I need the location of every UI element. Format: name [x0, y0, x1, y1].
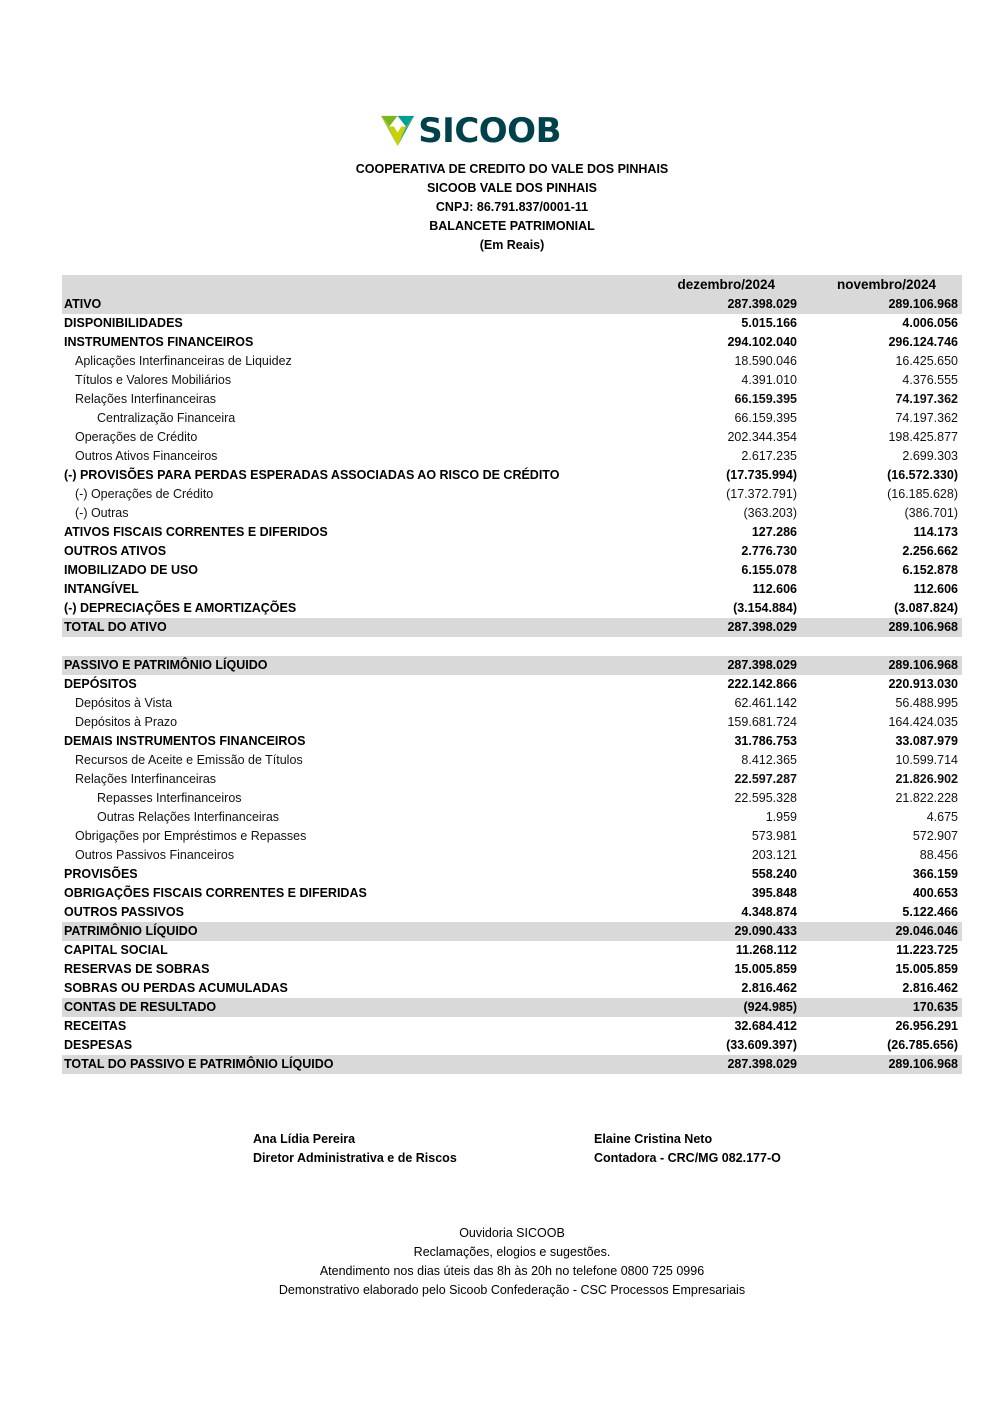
row-label: SOBRAS OU PERDAS ACUMULADAS	[64, 981, 288, 995]
table-row	[62, 542, 962, 561]
value-december: (33.609.397)	[726, 1038, 797, 1052]
table-row	[62, 295, 962, 314]
value-november: 16.425.650	[895, 354, 958, 368]
value-december: 1.959	[765, 810, 797, 824]
value-november: 4.376.555	[902, 373, 958, 387]
value-november: 10.599.714	[895, 753, 958, 767]
row-label: Relações Interfinanceiras	[75, 772, 217, 786]
value-november: 4.006.056	[902, 316, 958, 330]
value-november: 21.826.902	[895, 772, 958, 786]
value-december: 202.344.354	[727, 430, 797, 444]
value-december: 8.412.365	[741, 753, 797, 767]
value-november: 11.223.725	[896, 943, 958, 957]
column-header-row	[62, 275, 962, 295]
table-row	[62, 979, 962, 998]
row-label: Obrigações por Empréstimos e Repasses	[75, 829, 307, 843]
footer-prepared-by: Demonstrativo elaborado pelo Sicoob Confederação - CSC Processos Empresariais	[278, 1283, 746, 1297]
row-label: TOTAL DO ATIVO	[64, 620, 167, 634]
value-november: (16.572.330)	[887, 468, 958, 482]
value-december: 31.786.753	[734, 734, 797, 748]
signatory-role: Contadora - CRC/MG 082.177-O	[594, 1151, 781, 1165]
row-label: (-) Operações de Crédito	[75, 487, 214, 501]
row-label: DEMAIS INSTRUMENTOS FINANCEIROS	[64, 734, 306, 748]
table-row	[62, 466, 962, 485]
footer-feedback: Reclamações, elogios e sugestões.	[413, 1245, 611, 1259]
institution-name: COOPERATIVA DE CREDITO DO VALE DOS PINHAIS	[355, 162, 669, 176]
value-november: 4.675	[926, 810, 958, 824]
document-header	[0, 160, 1000, 255]
row-label: Outras Relações Interfinanceiras	[97, 810, 280, 824]
value-december: 66.159.395	[734, 392, 797, 406]
value-december: 287.398.029	[727, 297, 797, 311]
row-label: PATRIMÔNIO LÍQUIDO	[64, 924, 198, 938]
value-november: 112.606	[913, 582, 958, 596]
value-december: 112.606	[752, 582, 797, 596]
table-row	[62, 352, 962, 371]
table-row	[62, 447, 962, 466]
value-december: 573.981	[751, 829, 797, 843]
row-label: IMOBILIZADO DE USO	[64, 563, 199, 577]
row-label: INTANGÍVEL	[64, 582, 139, 596]
table-row	[62, 390, 962, 409]
table-row	[62, 1055, 962, 1074]
row-label: INSTRUMENTOS FINANCEIROS	[64, 335, 254, 349]
value-december: 4.391.010	[741, 373, 797, 387]
table-row	[62, 371, 962, 390]
table-row	[62, 485, 962, 504]
table-row	[62, 732, 962, 751]
table-row	[62, 922, 962, 941]
signatory-role: Diretor Administrativa e de Riscos	[253, 1151, 457, 1165]
value-december: 287.398.029	[727, 620, 797, 634]
value-november: 6.152.878	[902, 563, 958, 577]
table-row	[62, 1036, 962, 1055]
value-november: 5.122.466	[902, 905, 958, 919]
row-label: RESERVAS DE SOBRAS	[64, 962, 210, 976]
row-label: Recursos de Aceite e Emissão de Títulos	[75, 753, 303, 767]
row-label: Operações de Crédito	[75, 430, 198, 444]
value-december: 5.015.166	[741, 316, 797, 330]
value-november: (26.785.656)	[887, 1038, 958, 1052]
row-label: ATIVO	[64, 297, 102, 311]
table-row	[62, 523, 962, 542]
value-december: 287.398.029	[727, 1057, 797, 1071]
table-row	[62, 789, 962, 808]
row-label: PASSIVO E PATRIMÔNIO LÍQUIDO	[64, 658, 268, 672]
value-december: 15.005.859	[734, 962, 797, 976]
row-label: OUTROS ATIVOS	[64, 544, 167, 558]
value-november: 400.653	[912, 886, 958, 900]
row-label: ATIVOS FISCAIS CORRENTES E DIFERIDOS	[64, 525, 328, 539]
row-label: OBRIGAÇÕES FISCAIS CORRENTES E DIFERIDAS	[64, 886, 367, 900]
section-spacer	[62, 637, 962, 656]
row-label: Depósitos à Prazo	[75, 715, 178, 729]
value-november: 289.106.968	[888, 658, 958, 672]
value-november: 198.425.877	[888, 430, 958, 444]
row-label: Outros Ativos Financeiros	[75, 449, 218, 463]
table-row	[62, 314, 962, 333]
row-label: CAPITAL SOCIAL	[64, 943, 168, 957]
value-november: 56.488.995	[895, 696, 958, 710]
value-december: (3.154.884)	[733, 601, 797, 615]
value-december: 2.617.235	[741, 449, 797, 463]
table-row	[62, 751, 962, 770]
footer-ombudsman: Ouvidoria SICOOB	[459, 1226, 565, 1240]
row-label: TOTAL DO PASSIVO E PATRIMÔNIO LÍQUIDO	[64, 1057, 334, 1071]
signatory-name: Elaine Cristina Neto	[594, 1132, 713, 1146]
value-november: 220.913.030	[888, 677, 958, 691]
table-row	[62, 504, 962, 523]
sicoob-logo	[381, 110, 561, 152]
table-row	[62, 561, 962, 580]
row-label: Centralização Financeira	[97, 411, 236, 425]
row-label: Títulos e Valores Mobiliários	[75, 373, 232, 387]
cnpj: CNPJ: 86.791.837/0001-11	[435, 200, 589, 214]
value-december: 203.121	[751, 848, 797, 862]
row-label: (-) Outras	[75, 506, 129, 520]
row-label: DISPONIBILIDADES	[64, 316, 183, 330]
table-row	[62, 333, 962, 352]
value-december: 22.597.287	[734, 772, 797, 786]
value-november: 15.005.859	[895, 962, 958, 976]
value-december: 287.398.029	[727, 658, 797, 672]
value-december: 4.348.874	[741, 905, 797, 919]
sicoob-logo-icon	[381, 111, 414, 151]
row-label: Repasses Interfinanceiros	[97, 791, 242, 805]
table-row	[62, 903, 962, 922]
value-november: 114.173	[913, 525, 958, 539]
document-title: BALANCETE PATRIMONIAL	[429, 219, 595, 233]
table-row	[62, 941, 962, 960]
value-december: 32.684.412	[734, 1019, 797, 1033]
value-november: 88.456	[919, 848, 958, 862]
signature-block-director	[253, 1130, 457, 1168]
row-label: Relações Interfinanceiras	[75, 392, 217, 406]
value-december: 2.776.730	[741, 544, 797, 558]
value-november: 296.124.746	[888, 335, 958, 349]
value-november: 74.197.362	[895, 411, 958, 425]
value-november: 289.106.968	[888, 620, 958, 634]
table-row	[62, 618, 962, 637]
value-december: 62.461.142	[734, 696, 797, 710]
table-row	[62, 428, 962, 447]
column-header-december: dezembro/2024	[677, 277, 775, 292]
liabilities-section	[62, 656, 962, 1074]
signatory-name: Ana Lídia Pereira	[253, 1132, 356, 1146]
value-december: (924.985)	[743, 1000, 797, 1014]
footer-phone-hours: Atendimento nos dias úteis das 8h às 20h no telefone 0800 725 0996	[319, 1264, 705, 1278]
balance-sheet-table	[62, 275, 962, 1074]
assets-section	[62, 295, 962, 637]
cooperative-name: SICOOB VALE DOS PINHAIS	[427, 181, 597, 195]
row-label: (-) PROVISÕES PARA PERDAS ESPERADAS ASSOCIADAS AO RISCO DE CRÉDITO	[64, 468, 560, 482]
row-label: CONTAS DE RESULTADO	[64, 1000, 217, 1014]
value-december: 2.816.462	[741, 981, 797, 995]
value-november: 164.424.035	[888, 715, 958, 729]
value-december: 395.848	[751, 886, 797, 900]
row-label: Outros Passivos Financeiros	[75, 848, 235, 862]
table-row	[62, 846, 962, 865]
table-row	[62, 884, 962, 903]
value-november: 74.197.362	[895, 392, 958, 406]
value-december: 127.286	[751, 525, 797, 539]
value-november: 33.087.979	[895, 734, 958, 748]
value-december: 18.590.046	[734, 354, 797, 368]
value-november: 572.907	[912, 829, 958, 843]
table-row	[62, 998, 962, 1017]
value-december: 29.090.433	[734, 924, 797, 938]
value-december: (363.203)	[743, 506, 797, 520]
value-december: 159.681.724	[727, 715, 797, 729]
value-november: (386.701)	[904, 506, 958, 520]
table-row	[62, 770, 962, 789]
row-label: RECEITAS	[64, 1019, 127, 1033]
value-november: 21.822.228	[895, 791, 958, 805]
row-label: DESPESAS	[64, 1038, 133, 1052]
value-november: 26.956.291	[895, 1019, 958, 1033]
value-november: 289.106.968	[888, 1057, 958, 1071]
value-november: 29.046.046	[895, 924, 958, 938]
row-label: OUTROS PASSIVOS	[64, 905, 184, 919]
table-row	[62, 827, 962, 846]
value-november: 2.256.662	[902, 544, 958, 558]
signature-block-accountant	[594, 1130, 781, 1168]
value-november: 289.106.968	[888, 297, 958, 311]
row-label: (-) DEPRECIAÇÕES E AMORTIZAÇÕES	[64, 601, 297, 615]
column-header-november: novembro/2024	[836, 277, 936, 292]
row-label: DEPÓSITOS	[64, 677, 137, 691]
value-november: (16.185.628)	[887, 487, 958, 501]
table-row	[62, 675, 962, 694]
value-november: 2.699.303	[902, 449, 958, 463]
value-december: 6.155.078	[741, 563, 797, 577]
value-december: (17.372.791)	[726, 487, 797, 501]
logo-wordmark: SICOOB	[418, 111, 561, 151]
row-label: Depósitos à Vista	[75, 696, 173, 710]
table-row	[62, 960, 962, 979]
value-november: (3.087.824)	[894, 601, 958, 615]
value-november: 366.159	[912, 867, 958, 881]
value-december: 66.159.395	[734, 411, 797, 425]
value-december: 22.595.328	[734, 791, 797, 805]
currency-unit: (Em Reais)	[479, 238, 545, 252]
value-december: 294.102.040	[727, 335, 797, 349]
table-row	[62, 656, 962, 675]
table-row	[62, 808, 962, 827]
value-november: 2.816.462	[902, 981, 958, 995]
ombudsman-footer	[0, 1224, 1000, 1300]
row-label: PROVISÕES	[64, 867, 138, 881]
table-row	[62, 865, 962, 884]
table-row	[62, 409, 962, 428]
table-row	[62, 713, 962, 732]
value-november: 170.635	[912, 1000, 958, 1014]
table-row	[62, 694, 962, 713]
value-december: 558.240	[751, 867, 797, 881]
table-row	[62, 599, 962, 618]
value-december: 11.268.112	[735, 943, 797, 957]
value-december: 222.142.866	[727, 677, 797, 691]
value-december: (17.735.994)	[726, 468, 797, 482]
table-row	[62, 580, 962, 599]
row-label: Aplicações Interfinanceiras de Liquidez	[75, 354, 292, 368]
table-row	[62, 1017, 962, 1036]
